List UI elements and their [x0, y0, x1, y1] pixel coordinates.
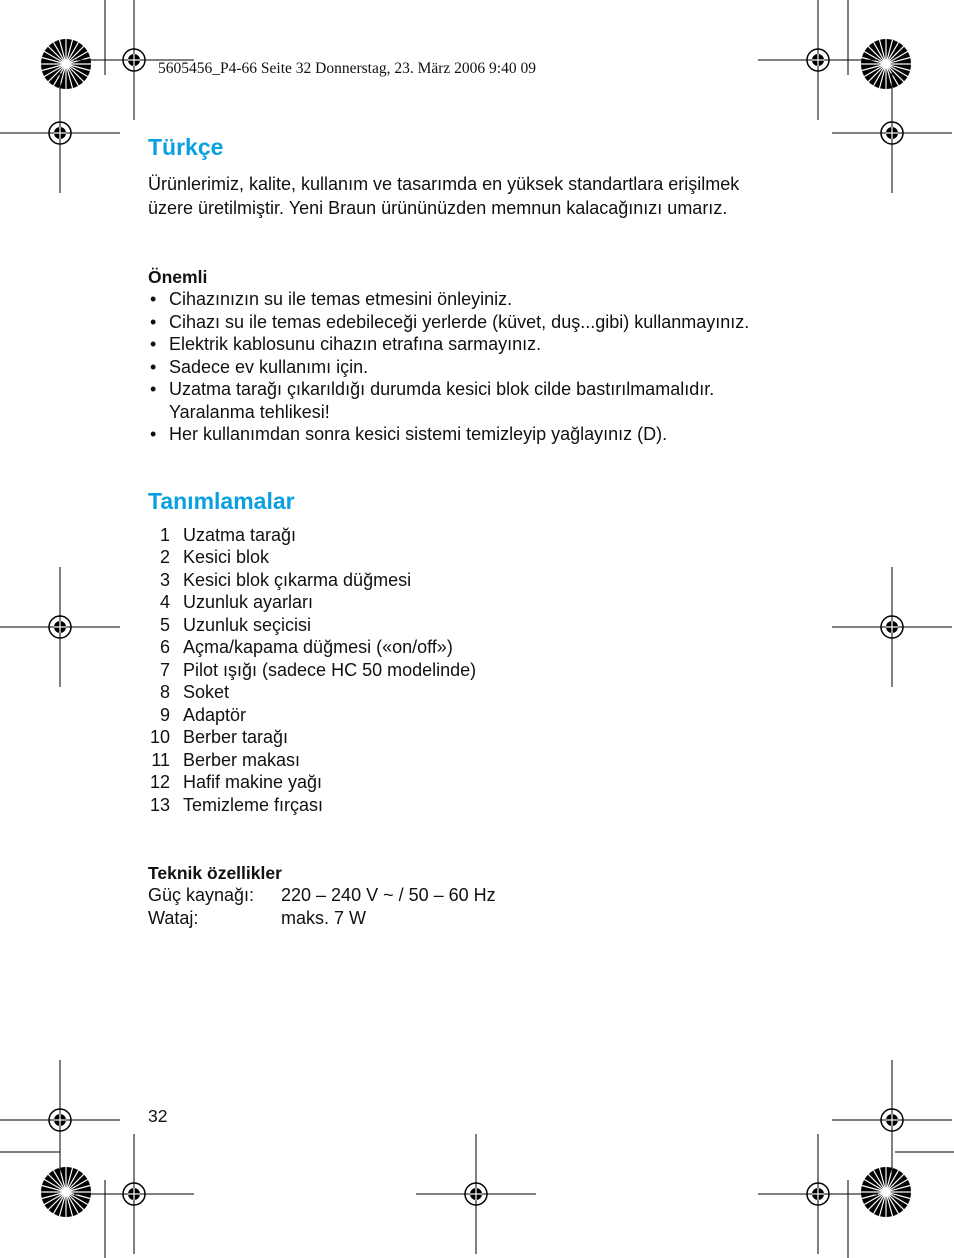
part-number: 1	[159, 524, 170, 545]
part-label: Uzunluk ayarları	[183, 592, 314, 612]
section-title-definitions: Tanımlamalar	[148, 487, 295, 514]
part-label: Hafif makine yağı	[183, 772, 323, 792]
intro-paragraph	[148, 172, 828, 220]
spec-value: 220 – 240 V ~ / 50 – 60 Hz	[281, 885, 496, 905]
part-label: Pilot ışığı (sadece HC 50 modelinde)	[183, 659, 477, 680]
part-number: 11	[151, 749, 170, 770]
list-item: • Elektrik kablosunu cihazın etrafına sarmayınız.	[150, 334, 542, 354]
part-label: Adaptör	[183, 704, 247, 725]
print-info-header: 5605456_P4-66 Seite 32 Donnerstag, 23. März 2006 9:40 09	[158, 60, 536, 77]
list-item: • Sadece ev kullanımı için.	[150, 356, 369, 377]
part-label: Açma/kapama düğmesi («on/off»)	[183, 637, 453, 657]
bullet-icon: •	[150, 334, 157, 354]
part-number: 8	[159, 682, 170, 702]
part-number: 6	[159, 637, 170, 657]
table-row	[148, 907, 496, 930]
part-number: 13	[149, 794, 170, 815]
parts-list	[148, 524, 476, 817]
list-item	[148, 771, 476, 794]
part-number: 7	[159, 659, 170, 680]
bullet-icon: •	[150, 356, 157, 377]
bullet-icon: •	[150, 424, 157, 444]
list-item	[148, 636, 476, 659]
list-item	[148, 726, 476, 749]
part-number: 10	[149, 727, 170, 747]
part-number: 12	[149, 772, 170, 792]
spec-label: Güç kaynağı:	[148, 885, 255, 905]
page-content	[148, 132, 828, 929]
bullet-icon: •	[150, 289, 157, 309]
list-item	[148, 614, 476, 637]
important-list	[148, 288, 828, 446]
important-heading: Önemli	[148, 267, 208, 287]
part-label: Uzatma tarağı	[183, 524, 297, 545]
list-item	[148, 749, 476, 772]
page-number: 32	[148, 1106, 168, 1126]
part-number: 4	[159, 592, 170, 612]
list-item	[148, 546, 476, 569]
part-number: 2	[159, 547, 170, 567]
part-label: Kesici blok çıkarma düğmesi	[183, 569, 412, 590]
list-item	[148, 659, 476, 682]
part-number: 3	[159, 569, 170, 590]
list-item	[148, 524, 476, 547]
list-item	[148, 704, 476, 727]
intro-line: üzere üretilmiştir. Yeni Braun ürününüzden memnun kalacağınızı umarız.	[148, 198, 728, 218]
part-number: 5	[159, 614, 170, 635]
part-label: Uzunluk seçicisi	[183, 614, 312, 635]
list-item: • Her kullanımdan sonra kesici sistemi temizleyip yağlayınız (D).	[150, 424, 668, 444]
part-label: Berber tarağı	[183, 727, 289, 747]
spec-value: maks. 7 W	[281, 907, 367, 928]
list-item: • Uzatma tarağı çıkarıldığı durumda kesici blok cilde bastırılmamalıdır. Yaralanma tehlikesi!	[150, 379, 715, 422]
list-item	[148, 681, 476, 704]
section-title-turkce: Türkçe	[148, 134, 224, 160]
specs-table	[148, 884, 496, 929]
part-label: Soket	[183, 682, 230, 702]
part-label: Kesici blok	[183, 547, 270, 567]
spec-label: Wataj:	[148, 907, 199, 928]
list-item	[148, 794, 476, 817]
bullet-icon: •	[150, 311, 157, 332]
list-item: • Cihazınızın su ile temas etmesini önleyiniz.	[150, 289, 513, 309]
part-label: Berber makası	[183, 749, 301, 770]
table-row	[148, 884, 496, 907]
specs-heading: Teknik özellikler	[148, 863, 282, 883]
list-item	[148, 591, 476, 614]
part-number: 9	[159, 704, 170, 725]
intro-line: Ürünlerimiz, kalite, kullanım ve tasarımda en yüksek standartlara erişilmek	[148, 174, 740, 194]
part-label: Temizleme fırçası	[183, 794, 324, 815]
bullet-icon: •	[150, 379, 157, 399]
list-item: • Cihazı su ile temas edebileceği yerlerde (küvet, duş...gibi) kullanmayınız.	[150, 311, 750, 332]
list-item	[148, 569, 476, 592]
